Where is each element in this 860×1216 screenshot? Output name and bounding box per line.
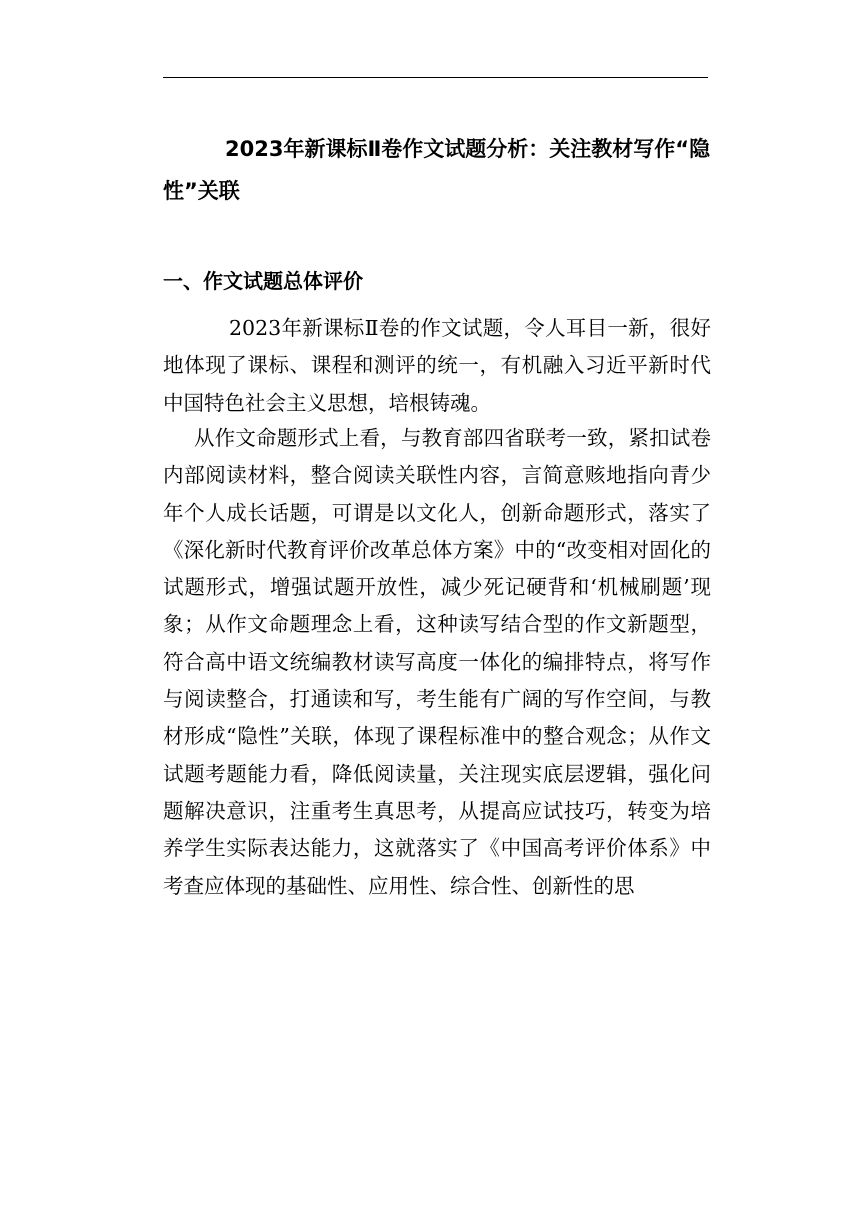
- header-rule: [163, 77, 708, 78]
- paragraph: 从作文命题形式上看，与教育部四省联考一致，紧扣试卷内部阅读材料，整合阅读关联性内容，言简意赅地指向青少年个人成长话题，可谓是以文化人，创新命题形式，落实了《深化新时代教育评价改革总体方案》中的“改变相对固化的试题形式，增强试题开放性，减少死记硬背和‘机械刷题’现象；从作文命题理念上看，这种读写结合型的作文新题型，符合高中语文统编教材读写高度一体化的编排特点，将写作与阅读整合，打通读和写，考生能有广阔的写作空间，与教材形成“隐性”关联，体现了课程标准中的整合观念；从作文试题考题能力看，降低阅读量，关注现实底层逻辑，强化问题解决意识，注重考生真思考，从提高应试技巧，转变为培养学生实际表达能力，这就落实了《中国高考评价体系》中考查应体现的基础性、应用性、综合性、创新性的思: [163, 426, 711, 898]
- section-heading: 一、作文试题总体评价: [163, 269, 363, 293]
- paragraph: 2023年新课标Ⅱ卷的作文试题，令人耳目一新，很好地体现了课标、课程和测评的统一，有机融入习近平新时代中国特色社会主义思想，培根铸魂。: [163, 316, 711, 415]
- document-title: 2023年新课标Ⅱ卷作文试题分析：关注教材写作“隐性”关联: [163, 137, 711, 203]
